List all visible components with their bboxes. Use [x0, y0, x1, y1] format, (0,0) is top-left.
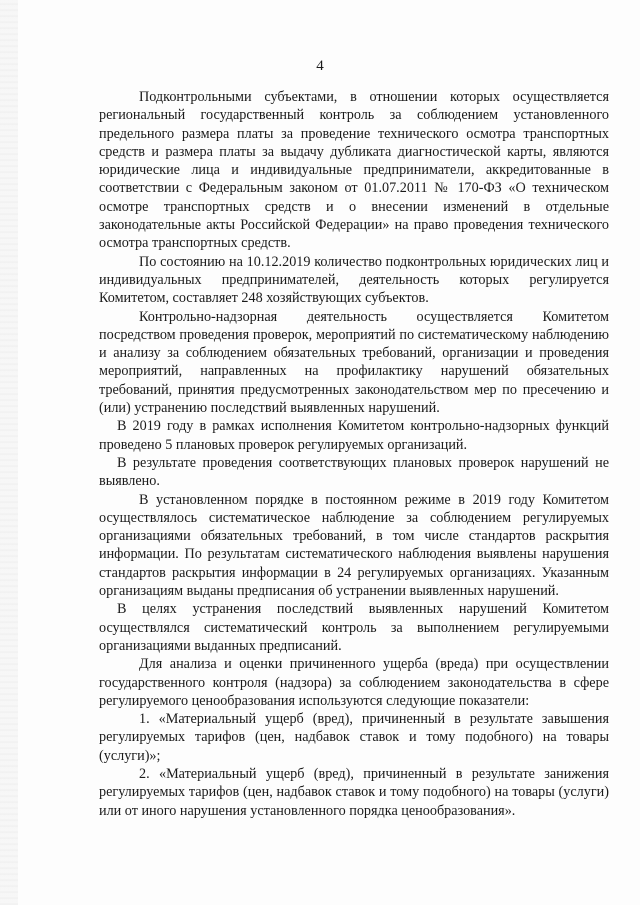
paragraph-activity: Контрольно-надзорная деятельность осуществляется Комитетом посредством проведения проверок, мероприятий по систематическому наблюдению и анализу за соблюдением обязательных требований, организации и проведения мероприятий, направленных на профилактику нарушений обязательных требований, принятия предусмотренных законодательством мер по пресечению и (или) устранению последствий выявленных нарушений. — [99, 308, 609, 417]
paragraph-observation: В установленном порядке в постоянном режиме в 2019 году Комитетом осуществлялось систематическое наблюдение за соблюдением регулируемых организациями обязательных требований, в том числе стандартов раскрытия информации. По результатам систематического наблюдения выявлены нарушения стандартов раскрытия информации в 24 регулируемых организациях. Указанным организациям выданы предписания об устранении выявленных нарушений. — [99, 491, 609, 600]
list-item-2: 2. «Материальный ущерб (вред), причиненный в результате занижения регулируемых тарифов (цен, надбавок ставок и тому подобного) на товары (услуги) или от иного нарушения установленного порядка ценообразования». — [99, 765, 609, 819]
page-number: 4 — [316, 58, 324, 74]
paragraph-subjects: Подконтрольными субъектами, в отношении которых осуществляется региональный государственный контроль за соблюдением установленного предельного размера платы за проведение технического осмотра транспортных средств и размера платы за выдачу дубликата диагностической карты, являются юридические лица и индивидуальные предприниматели, аккредитованные в соответствии с Федеральным законом от 01.07.2011 № 170-ФЗ «О техническом осмотре транспортных средств и о внесении изменений в отдельные законодательные акты Российской Федерации» на право проведения технического осмотра транспортных средств. — [99, 89, 609, 252]
paragraph-count: По состоянию на 10.12.2019 количество подконтрольных юридических лиц и индивидуальных предпринимателей, деятельность которых регулируется Комитетом, составляет 248 хозяйствующих субъектов. — [99, 253, 609, 307]
scan-edge-artifact — [0, 0, 18, 905]
paragraph-results: В результате проведения соответствующих плановых проверок нарушений не выявлено. — [99, 454, 609, 490]
document-body — [99, 88, 609, 820]
list-item-1: 1. «Материальный ущерб (вред), причиненный в результате завышения регулируемых тарифов (цен, надбавок ставок и тому подобного) на товары (услуги)»; — [99, 711, 609, 764]
paragraph-control: В целях устранения последствий выявленных нарушений Комитетом осуществлялся систематический контроль за выполнением регулируемыми организациями выданных предписаний. — [99, 601, 609, 654]
paragraph-inspections: В 2019 году в рамках исполнения Комитетом контрольно-надзорных функций проведено 5 плановых проверок регулируемых организаций. — [99, 418, 609, 453]
paragraph-indicators-intro: Для анализа и оценки причиненного ущерба (вреда) при осуществлении государственного контроля (надзора) за соблюдением законодательства в сфере регулируемого ценообразования используются следующие показатели: — [99, 656, 609, 709]
